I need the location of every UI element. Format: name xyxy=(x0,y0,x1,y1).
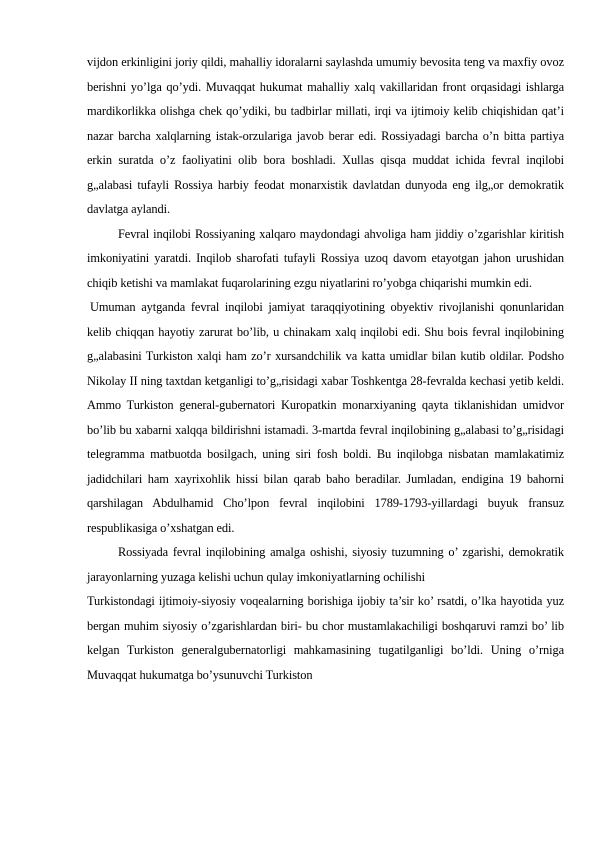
paragraph-2: Fevral inqilobi Rossiyaning xalqaro maydondagi ahvoliga ham jiddiy o’zgarishlar kiritish imkoniyatini yaratdi. Inqilob sharofati tufayli Rossiya uzoq davom etayotgan jahon urushidan chiqib ketishi va mamlakat fuqarolarining ezgu niyatlarini ro’yobga chiqarishi mumkin edi. xyxy=(87,226,564,290)
paragraph-4: Rossiyada fevral inqilobining amalga oshishi, siyosiy tuzumning o’ zgarishi, demokratik jarayonlarning yuzaga kelishi uchun qulay imkoniyatlarning ochilishi xyxy=(87,545,564,584)
paragraph-3: Umuman aytganda fevral inqilobi jamiyat taraqqiyotining obyektiv rivojlanishi qonunlaridan kelib chiqqan hayotiy zarurat bo’lib, u chinakam xalq inqilobi edi. Shu bois fevral inqilobining g„alabasini Turkiston xalqi ham zo’r xursandchilik va katta umidlar bilan kutib oldilar. Podsho Nikolay II ning taxtdan ketganligi to’g„risidagi xabar Toshkentga 28-fevralda kechasi yetib keldi. Ammo Turkiston general-gubernatori Kuropatkin monarxiyaning qayta tiklanishidan umidvor bo’lib bu xabarni xalqqa bildirishni istamadi. 3-martda fevral inqilobining g„alabasi to’g„risidagi telegramma matbuotda bosilgach, uning siri fosh boldi. Bu inqilobga nisbatan mamlakatimiz jadidchilari ham xayrixohlik hissi bilan qarab baho beradilar. Jumladan, endigina 19 bahorni qarshilagan Abdulhamid Cho’lpon fevral inqilobini 1789-1793-yillardagi buyuk fransuz respublikasiga o’xshatgan edi. xyxy=(87,300,564,535)
paragraph-1: vijdon erkinligini joriy qildi, mahalliy idoralarni saylashda umumiy bevosita teng va maxfiy ovoz berishni yo’lga qo’ydi. Muvaqqat hukumat mahalliy xalq vakillaridan front orqasidagi ishlarga mardikorlikka olishga chek qo’ydiki, bu tadbirlar millati, irqi va ijtimoiy kelib chiqishidan qat’i nazar barcha xalqlarning istak-orzulariga javob berar edi. Rossiyadagi barcha o’n bitta partiya erkin suratda o’z faoliyatini olib bora boshladi. Xullas qisqa muddat ichida fevral inqilobi g„alabasi tufayli Rossiya harbiy feodat monarxistik davlatdan dunyoda eng ilg„or demokratik davlatga aylandi. xyxy=(87,55,564,216)
paragraph-5: Turkistondagi ijtimoiy-siyosiy voqealarning borishiga ijobiy ta’sir ko’ rsatdi, o’lka hayotida yuz bergan muhim siyosiy o’zgarishlardan biri- bu chor mustamlakachiligi boshqaruvi ramzi bo’ lib kelgan Turkiston generalgubernatorligi mahkamasining tugatilganligi bo’ldi. Uning o’rniga Muvaqqat hukumatga bo’ysunuvchi Turkiston xyxy=(87,594,564,682)
document-body xyxy=(87,50,564,687)
